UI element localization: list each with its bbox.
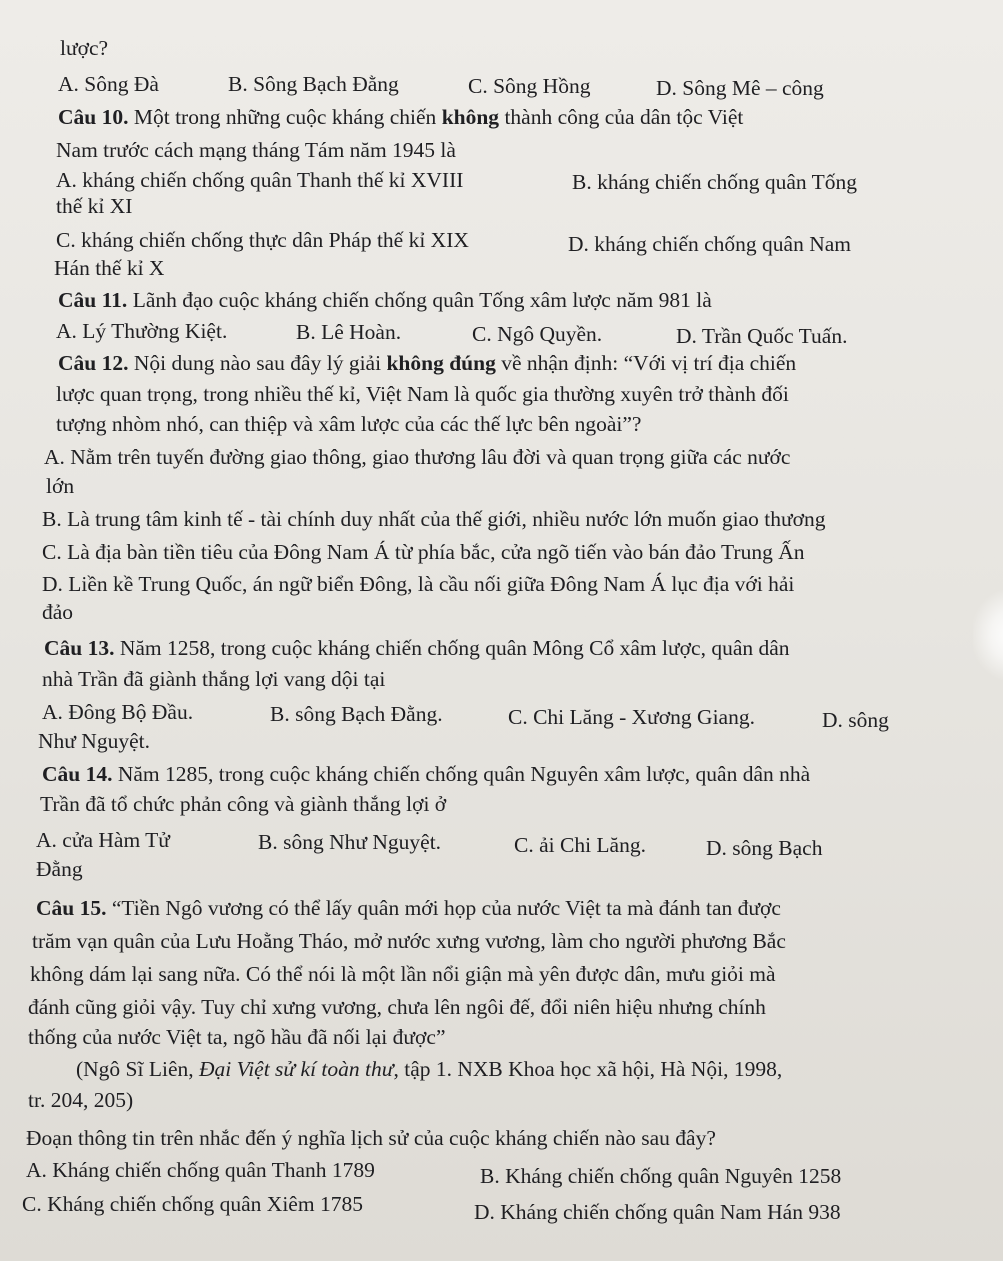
q11-option-b: B. Lê Hoàn. — [296, 320, 402, 344]
q10-option-c: C. kháng chiến chống thực dân Pháp thế kỉ XIX — [56, 228, 469, 252]
q13-stem-text: Năm 1258, trong cuộc kháng chiến chống quân Mông Cổ xâm lược, quân dân — [114, 636, 790, 660]
q13-option-d: D. sông — [822, 708, 889, 732]
q12-stem-line-3: tượng nhòm nhó, can thiệp và xâm lược của các thế lực bên ngoài”? — [56, 412, 642, 436]
q15-quote-line-4: đánh cũng giỏi vậy. Tuy chỉ xưng vương, chưa lên ngôi đế, đổi niên hiệu nhưng chính — [28, 995, 766, 1019]
q15-source-part: (Ngô Sĩ Liên, — [76, 1057, 200, 1081]
q10-stem — [58, 103, 743, 131]
q12-option-d-cont: đảo — [42, 600, 74, 624]
q14-stem-text: Năm 1285, trong cuộc kháng chiến chống quân Nguyên xâm lược, quân dân nhà — [112, 762, 811, 786]
q12-stem-part: về nhận định: “Với vị trí địa chiến — [495, 351, 797, 375]
q12-option-a-cont: lớn — [46, 474, 75, 498]
q11-stem-text: Lãnh đạo cuộc kháng chiến chống quân Tống xâm lược năm 981 là — [127, 288, 712, 312]
q14-option-c: C. ải Chi Lăng. — [514, 833, 646, 857]
q9-option-a: A. Sông Đà — [58, 72, 159, 96]
q12-label: Câu 12. — [58, 351, 129, 375]
q13-option-a: A. Đông Bộ Đầu. — [42, 700, 194, 724]
q15-source-line-1 — [76, 1055, 782, 1083]
q14-option-d: D. sông Bạch — [706, 836, 823, 860]
q11-option-a: A. Lý Thường Kiệt. — [56, 319, 228, 343]
q10-stem-line-2: Nam trước cách mạng tháng Tám năm 1945 là — [56, 138, 456, 162]
q14-option-b: B. sông Như Nguyệt. — [258, 830, 442, 854]
q14-option-d-cont: Đằng — [36, 857, 83, 881]
q14-option-a: A. cửa Hàm Tử — [36, 828, 170, 852]
q10-option-a: A. kháng chiến chống quân Thanh thế kỉ XVIII — [56, 168, 464, 192]
q13-stem-line-2: nhà Trần đã giành thắng lợi vang dội tại — [42, 667, 386, 691]
q13-option-b: B. sông Bạch Đằng. — [270, 702, 443, 726]
q12-stem-part: Nội dung nào sau đây lý giải — [128, 351, 387, 375]
q12-option-d: D. Liền kề Trung Quốc, án ngữ biển Đông, là cầu nối giữa Đông Nam Á lục địa với hải — [42, 572, 795, 596]
q10-stem-part: thành công của dân tộc Việt — [499, 105, 744, 129]
q14-stem — [42, 760, 810, 788]
q10-option-d: D. kháng chiến chống quân Nam — [568, 232, 852, 256]
q15-source-part: , tập 1. NXB Khoa học xã hội, Hà Nội, 1998, — [393, 1057, 783, 1081]
q12-option-b: B. Là trung tâm kinh tế - tài chính duy nhất của thế giới, nhiều nước lớn muốn giao thương — [42, 507, 826, 531]
q9-option-b: B. Sông Bạch Đằng — [228, 72, 399, 96]
q15-option-d: D. Kháng chiến chống quân Nam Hán 938 — [474, 1200, 841, 1224]
q10-option-d-cont: Hán thế kỉ X — [54, 256, 165, 280]
q10-option-b-cont: thế kỉ XI — [56, 194, 133, 218]
q11-stem — [58, 286, 712, 314]
q13-option-d-cont: Như Nguyệt. — [38, 729, 150, 753]
q12-stem — [58, 349, 796, 377]
q15-option-a: A. Kháng chiến chống quân Thanh 1789 — [26, 1158, 375, 1182]
q15-label: Câu 15. — [36, 896, 107, 920]
q11-option-d: D. Trần Quốc Tuấn. — [676, 324, 848, 348]
q15-option-c: C. Kháng chiến chống quân Xiêm 1785 — [22, 1192, 363, 1216]
q15-quote-line-5: thống của nước Việt ta, ngõ hầu đã nối lại được” — [28, 1025, 446, 1049]
q12-option-a: A. Nằm trên tuyến đường giao thông, giao thương lâu đời và quan trọng giữa các nước — [44, 445, 791, 469]
q9-option-c: C. Sông Hồng — [468, 74, 591, 98]
q12-option-c: C. Là địa bàn tiền tiêu của Đông Nam Á từ phía bắc, cửa ngõ tiến vào bán đảo Trung Ấn — [42, 540, 805, 564]
q11-option-c: C. Ngô Quyền. — [472, 322, 603, 346]
q13-label: Câu 13. — [44, 636, 115, 660]
q15-quote-line-1 — [36, 894, 781, 922]
q11-label: Câu 11. — [58, 288, 128, 312]
q10-stem-emphasis: không — [441, 105, 500, 129]
q12-stem-line-2: lược quan trọng, trong nhiều thế kỉ, Việt Nam là quốc gia thường xuyên trở thành đối — [56, 382, 789, 406]
q9-stem-tail: lược? — [60, 36, 109, 60]
q10-label: Câu 10. — [58, 105, 129, 129]
q15-option-b: B. Kháng chiến chống quân Nguyên 1258 — [480, 1164, 842, 1188]
light-glare — [973, 590, 1003, 680]
q15-source-line-2: tr. 204, 205) — [28, 1088, 134, 1112]
q13-stem — [44, 634, 790, 662]
q15-quote-text: “Tiền Ngô vương có thể lấy quân mới họp của nước Việt ta mà đánh tan được — [106, 896, 781, 920]
q12-stem-emphasis: không đúng — [386, 351, 496, 375]
q10-stem-part: Một trong những cuộc kháng chiến — [128, 105, 442, 129]
q14-label: Câu 14. — [42, 762, 113, 786]
q9-option-d: D. Sông Mê – công — [656, 76, 824, 100]
q14-stem-line-2: Trần đã tổ chức phản công và giành thắng lợi ở — [40, 792, 447, 816]
q15-stem: Đoạn thông tin trên nhắc đến ý nghĩa lịch sử của cuộc kháng chiến nào sau đây? — [26, 1126, 716, 1150]
q13-option-c: C. Chi Lăng - Xương Giang. — [508, 705, 755, 729]
q15-quote-line-2: trăm vạn quân của Lưu Hoằng Tháo, mở nước xưng vương, làm cho người phương Bắc — [32, 929, 786, 953]
q15-quote-line-3: không dám lại sang nữa. Có thể nói là một lần nổi giận mà yên được dân, mưu giỏi mà — [30, 962, 776, 986]
q15-source-title: Đại Việt sử kí toàn thư — [199, 1057, 394, 1081]
q10-option-b: B. kháng chiến chống quân Tống — [572, 170, 858, 194]
